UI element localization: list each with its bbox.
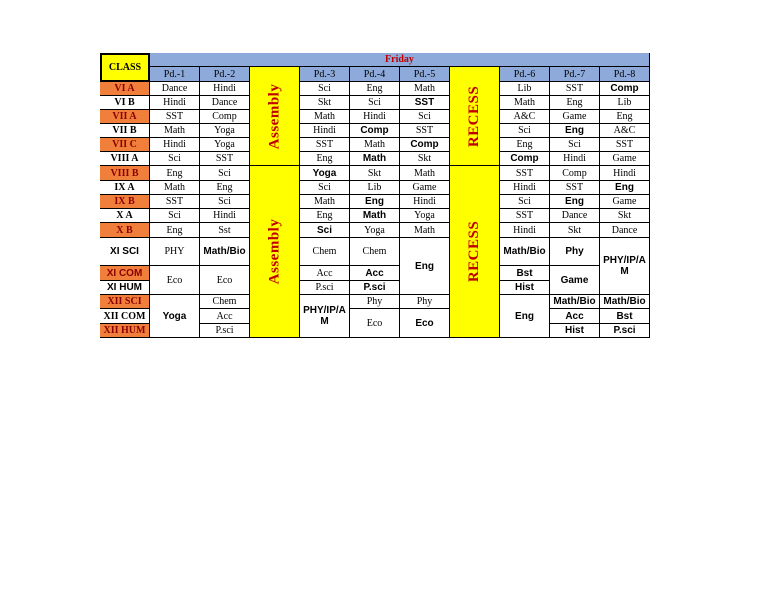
class-label: VI B	[100, 96, 150, 110]
subject-cell: Game	[600, 195, 650, 209]
subject-cell: Eco	[350, 309, 400, 338]
subject-cell: Eng	[150, 166, 200, 181]
class-label: VIII B	[100, 166, 150, 181]
subject-cell: P.sci	[300, 281, 350, 295]
subject-cell: Math/Bio	[500, 238, 550, 266]
subject-cell: A&C	[500, 110, 550, 124]
class-label: VIII A	[100, 152, 150, 166]
subject-cell: PHY/IP/A M	[300, 295, 350, 338]
subject-cell: Math	[350, 152, 400, 166]
subject-cell: Hindi	[600, 166, 650, 181]
subject-cell: Yoga	[300, 166, 350, 181]
subject-cell: Phy	[400, 295, 450, 309]
subject-cell: Acc	[350, 266, 400, 281]
subject-cell: Eng	[600, 181, 650, 195]
class-label: X A	[100, 209, 150, 223]
subject-cell: Bst	[600, 309, 650, 324]
subject-cell: SST	[400, 96, 450, 110]
subject-cell: P.sci	[600, 324, 650, 338]
period-header: Pd.-8	[600, 67, 650, 82]
subject-cell: SST	[150, 110, 200, 124]
subject-cell: Acc	[200, 309, 250, 324]
subject-cell: Eng	[300, 152, 350, 166]
subject-cell: Eco	[200, 266, 250, 295]
subject-cell: SST	[400, 124, 450, 138]
subject-cell: Eng	[500, 138, 550, 152]
subject-cell: Sci	[550, 138, 600, 152]
subject-cell: Eco	[400, 309, 450, 338]
subject-cell: Sci	[300, 223, 350, 238]
assembly-block-label: Assembly	[266, 218, 283, 285]
day-header: Friday	[150, 53, 650, 67]
subject-cell: Eng	[350, 82, 400, 96]
subject-cell: A&C	[600, 124, 650, 138]
subject-cell: PHY	[150, 238, 200, 266]
period-header: Pd.-1	[150, 67, 200, 82]
subject-cell: Eng	[350, 195, 400, 209]
subject-cell: Lib	[350, 181, 400, 195]
recess-block	[450, 166, 500, 338]
class-header: CLASS	[100, 53, 150, 82]
subject-cell: Math	[300, 110, 350, 124]
subject-cell: Eng	[550, 195, 600, 209]
subject-cell: Chem	[350, 238, 400, 266]
class-label: XI COM	[100, 266, 150, 281]
subject-cell: Sci	[300, 181, 350, 195]
subject-cell: P.sci	[350, 281, 400, 295]
class-label: XII SCI	[100, 295, 150, 309]
subject-cell: Yoga	[350, 223, 400, 238]
subject-cell: Eng	[200, 181, 250, 195]
subject-cell: Hindi	[200, 209, 250, 223]
recess-block-label: RECESS	[466, 220, 483, 283]
class-label: VII B	[100, 124, 150, 138]
class-label: VII A	[100, 110, 150, 124]
subject-cell: Eco	[150, 266, 200, 295]
subject-cell: Skt	[600, 209, 650, 223]
subject-cell: Hindi	[150, 138, 200, 152]
subject-cell: Sci	[500, 195, 550, 209]
subject-cell: Comp	[600, 82, 650, 96]
subject-cell: Math/Bio	[600, 295, 650, 309]
subject-cell: SST	[500, 166, 550, 181]
subject-cell: Hindi	[200, 82, 250, 96]
subject-cell: Sci	[350, 96, 400, 110]
subject-cell: Sci	[200, 195, 250, 209]
subject-cell: Yoga	[150, 295, 200, 338]
subject-cell: SST	[550, 82, 600, 96]
subject-cell: Hist	[500, 281, 550, 295]
subject-cell: Lib	[600, 96, 650, 110]
subject-cell: Comp	[200, 110, 250, 124]
period-header: Pd.-7	[550, 67, 600, 82]
subject-cell: P.sci	[200, 324, 250, 338]
subject-cell: Math	[150, 124, 200, 138]
subject-cell: Hindi	[350, 110, 400, 124]
class-label: IX B	[100, 195, 150, 209]
class-label: IX A	[100, 181, 150, 195]
period-header: Pd.-5	[400, 67, 450, 82]
subject-cell: Skt	[350, 166, 400, 181]
subject-cell: Dance	[200, 96, 250, 110]
subject-cell: Sci	[200, 166, 250, 181]
subject-cell: Eng	[550, 124, 600, 138]
subject-cell: Skt	[550, 223, 600, 238]
subject-cell: Skt	[400, 152, 450, 166]
subject-cell: SST	[200, 152, 250, 166]
subject-cell: Hindi	[150, 96, 200, 110]
subject-cell: Hindi	[300, 124, 350, 138]
subject-cell: Sci	[300, 82, 350, 96]
subject-cell: SST	[550, 181, 600, 195]
subject-cell: Yoga	[200, 138, 250, 152]
subject-cell: Eng	[600, 110, 650, 124]
subject-cell: Hindi	[500, 181, 550, 195]
subject-cell: Math	[500, 96, 550, 110]
subject-cell: Game	[550, 110, 600, 124]
subject-cell: Phy	[350, 295, 400, 309]
subject-cell: Math	[350, 138, 400, 152]
period-header: Pd.-2	[200, 67, 250, 82]
subject-cell: SST	[500, 209, 550, 223]
subject-cell: Dance	[150, 82, 200, 96]
assembly-block	[250, 67, 300, 166]
subject-cell: PHY/IP/A M	[600, 238, 650, 295]
subject-cell: Eng	[550, 96, 600, 110]
subject-cell: Bst	[500, 266, 550, 281]
subject-cell: Math	[400, 166, 450, 181]
subject-cell: Eng	[300, 209, 350, 223]
period-header: Pd.-6	[500, 67, 550, 82]
period-header: Pd.-3	[300, 67, 350, 82]
recess-block	[450, 67, 500, 166]
class-label: XII COM	[100, 309, 150, 324]
subject-cell: Chem	[300, 238, 350, 266]
class-label: VII C	[100, 138, 150, 152]
subject-cell: Comp	[550, 166, 600, 181]
subject-cell: Sst	[200, 223, 250, 238]
subject-cell: Math	[400, 82, 450, 96]
subject-cell: Eng	[400, 238, 450, 295]
subject-cell: Hindi	[400, 195, 450, 209]
subject-cell: Eng	[500, 295, 550, 338]
subject-cell: Dance	[600, 223, 650, 238]
subject-cell: Math	[400, 223, 450, 238]
subject-cell: Dance	[550, 209, 600, 223]
subject-cell: Math	[350, 209, 400, 223]
subject-cell: Game	[550, 266, 600, 295]
subject-cell: Yoga	[400, 209, 450, 223]
subject-cell: Acc	[300, 266, 350, 281]
subject-cell: SST	[150, 195, 200, 209]
class-label: VI A	[100, 82, 150, 96]
subject-cell: Comp	[350, 124, 400, 138]
subject-cell: Sci	[150, 209, 200, 223]
subject-cell: Comp	[500, 152, 550, 166]
assembly-block-label: Assembly	[266, 83, 283, 149]
subject-cell: Math/Bio	[200, 238, 250, 266]
subject-cell: SST	[300, 138, 350, 152]
subject-cell: Chem	[200, 295, 250, 309]
subject-cell: Yoga	[200, 124, 250, 138]
subject-cell: Eng	[150, 223, 200, 238]
subject-cell: Hist	[550, 324, 600, 338]
subject-cell: Acc	[550, 309, 600, 324]
subject-cell: Hindi	[500, 223, 550, 238]
assembly-block	[250, 166, 300, 338]
subject-cell: Math/Bio	[550, 295, 600, 309]
subject-cell: Comp	[400, 138, 450, 152]
subject-cell: Lib	[500, 82, 550, 96]
subject-cell: Game	[400, 181, 450, 195]
class-label: XI SCI	[100, 238, 150, 266]
subject-cell: Sci	[500, 124, 550, 138]
subject-cell: Sci	[400, 110, 450, 124]
subject-cell: Phy	[550, 238, 600, 266]
class-label: X B	[100, 223, 150, 238]
subject-cell: Skt	[300, 96, 350, 110]
subject-cell: Game	[600, 152, 650, 166]
subject-cell: Math	[300, 195, 350, 209]
class-label: XII HUM	[100, 324, 150, 338]
recess-block-label: RECESS	[466, 85, 483, 147]
subject-cell: SST	[600, 138, 650, 152]
class-label: XI HUM	[100, 281, 150, 295]
period-header: Pd.-4	[350, 67, 400, 82]
subject-cell: Sci	[150, 152, 200, 166]
subject-cell: Hindi	[550, 152, 600, 166]
subject-cell: Math	[150, 181, 200, 195]
